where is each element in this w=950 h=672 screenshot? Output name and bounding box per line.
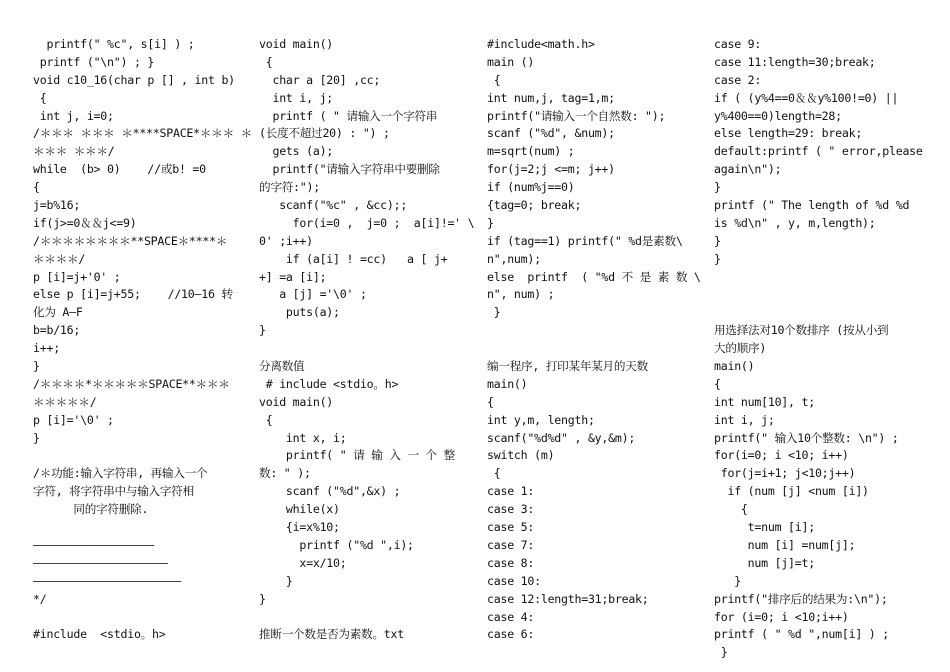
code-line: —————————————————————— bbox=[33, 573, 182, 588]
code-line: case 1: bbox=[487, 484, 535, 499]
code-line: int num[10], t; bbox=[714, 394, 815, 409]
code-line: { bbox=[33, 180, 40, 195]
code-line: printf ("\n") ; } bbox=[33, 54, 155, 69]
code-line: int y,m, length; bbox=[487, 412, 595, 427]
code-line: 的字符:"); bbox=[259, 180, 320, 195]
code-line: } bbox=[259, 573, 293, 588]
code-line: printf (" The length of %d %d bbox=[714, 198, 910, 213]
code-line: +] =a [i]; bbox=[259, 269, 327, 284]
code-line: /＊功能:输入字符串, 再输入一个 bbox=[33, 466, 208, 481]
code-line: case 3: bbox=[487, 502, 535, 517]
code-line: num [j]=t; bbox=[714, 555, 815, 570]
code-line: for(i=0; i <10; i++) bbox=[714, 448, 849, 463]
code-line: i++; bbox=[33, 341, 60, 356]
code-line: } bbox=[487, 215, 494, 230]
code-line: n",num); bbox=[487, 251, 541, 266]
code-line: for(i=0 , j=0 ; a[i]!=' \ bbox=[259, 215, 475, 230]
code-line: void c10_16(char p [] , int b) bbox=[33, 72, 235, 87]
code-line: 0' ;i++) bbox=[259, 233, 313, 248]
code-line: } bbox=[259, 591, 266, 606]
code-line bbox=[33, 609, 252, 627]
code-line: printf("请输入字符串中要删除 bbox=[259, 162, 440, 177]
text-column-2 bbox=[259, 36, 474, 644]
code-line: printf(" %c", s[i] ) ; bbox=[33, 37, 195, 51]
code-line: ＊＊＊＊/ bbox=[33, 251, 86, 266]
code-line: a [j] ='\0' ; bbox=[259, 287, 367, 302]
code-line: 用选择法对10个数排序 (按从小到 bbox=[714, 323, 889, 338]
code-line: gets (a); bbox=[259, 144, 334, 159]
code-line: { bbox=[33, 90, 47, 105]
code-line: case 5: bbox=[487, 520, 535, 535]
code-line bbox=[714, 304, 923, 322]
code-line: —————————————————— bbox=[33, 537, 155, 552]
code-line: } bbox=[714, 645, 728, 660]
code-line: printf ( " 请输入一个字符串 bbox=[259, 108, 438, 123]
code-line: 字符, 将字符串中与输入字符相 bbox=[33, 484, 194, 499]
code-line: /＊＊＊ ＊＊＊ ＊****SPACE*＊＊＊ ＊ bbox=[33, 126, 253, 141]
code-line: case 10: bbox=[487, 573, 541, 588]
code-line: if (num [j] <num [i]) bbox=[714, 484, 869, 499]
code-line bbox=[259, 340, 474, 358]
code-line: 同的字符删除. bbox=[33, 502, 149, 517]
code-line: scanf ("%d",&x) ; bbox=[259, 484, 401, 499]
code-line: int i, j; bbox=[259, 90, 334, 105]
code-line: p [i]='\0' ; bbox=[33, 412, 114, 427]
code-line: } bbox=[714, 233, 721, 248]
code-line: case 6: bbox=[487, 627, 535, 642]
code-line: 编一程序, 打印某年某月的天数 bbox=[487, 359, 648, 374]
code-line: {tag=0; break; bbox=[487, 198, 582, 213]
code-line: while(x) bbox=[259, 502, 340, 517]
code-line: 化为 A—F bbox=[33, 305, 83, 320]
code-line: if ( (y%4==0＆＆y%100!=0) || bbox=[714, 90, 899, 105]
code-line: /＊＊＊＊*＊＊＊＊＊SPACE**＊＊＊ bbox=[33, 376, 230, 391]
code-line: char a [20] ,cc; bbox=[259, 72, 381, 87]
code-line: ＊＊＊ ＊＊＊/ bbox=[33, 144, 115, 159]
code-line: { bbox=[487, 394, 494, 409]
code-line: void main() bbox=[259, 37, 334, 51]
code-line: p [i]=j+'0' ; bbox=[33, 269, 121, 284]
code-line: case 9: bbox=[714, 37, 762, 51]
code-line: {i=x%10; bbox=[259, 520, 340, 535]
code-line: main() bbox=[487, 376, 528, 391]
code-line bbox=[714, 286, 923, 304]
code-line: case 2: bbox=[714, 72, 762, 87]
code-line: 大的顺序) bbox=[714, 341, 767, 356]
code-line bbox=[33, 447, 252, 465]
code-line: main () bbox=[487, 54, 535, 69]
code-line: (长度不超过20) : ") ; bbox=[259, 126, 390, 141]
code-line: printf(" 输入10个整数: \n") ; bbox=[714, 430, 899, 445]
code-line: else p [i]=j+55; //10—16 转 bbox=[33, 287, 233, 302]
code-line: int i, j; bbox=[714, 412, 775, 427]
code-line: main() bbox=[714, 359, 755, 374]
code-line: printf("请输入一个自然数: "); bbox=[487, 108, 666, 123]
code-line: case 12:length=31;break; bbox=[487, 591, 649, 606]
code-line: puts(a); bbox=[259, 305, 340, 320]
code-line: case 11:length=30;break; bbox=[714, 54, 876, 69]
code-line bbox=[259, 609, 474, 627]
code-line: for(j=i+1; j<10;j++) bbox=[714, 466, 856, 481]
code-line: if (num%j==0) bbox=[487, 180, 575, 195]
code-line: n", num) ; bbox=[487, 287, 555, 302]
code-line: else length=29: break; bbox=[714, 126, 863, 141]
code-line: ＊＊＊＊＊/ bbox=[33, 394, 97, 409]
code-line: j=b%16; bbox=[33, 198, 81, 213]
code-line: again\n"); bbox=[714, 162, 782, 177]
code-line: if (tag==1) printf(" %d是素数\ bbox=[487, 233, 683, 248]
code-line: case 7: bbox=[487, 537, 535, 552]
code-line: y%400==0)length=28; bbox=[714, 108, 842, 123]
code-line: { bbox=[259, 412, 273, 427]
code-line: { bbox=[259, 54, 273, 69]
code-line: printf("排序后的结果为:\n"); bbox=[714, 591, 888, 606]
code-line: case 4: bbox=[487, 609, 535, 624]
code-line: 推断一个数是否为素数。txt bbox=[259, 627, 404, 642]
code-line: is %d\n" , y, m,length); bbox=[714, 215, 876, 230]
code-line: void main() bbox=[259, 394, 334, 409]
code-line: printf ("%d ",i); bbox=[259, 537, 414, 552]
code-line: */ bbox=[33, 591, 47, 606]
code-line bbox=[714, 269, 923, 287]
code-line: { bbox=[487, 466, 501, 481]
code-line: printf ( " %d ",num[i] ) ; bbox=[714, 627, 889, 642]
code-line: } bbox=[714, 251, 721, 266]
code-line: int num,j, tag=1,m; bbox=[487, 90, 615, 105]
code-line: for (i=0; i <10;i++) bbox=[714, 609, 849, 624]
code-line: x=x/10; bbox=[259, 555, 347, 570]
code-line: default:printf ( " error,please bbox=[714, 144, 923, 159]
code-line bbox=[487, 322, 701, 340]
code-line: else printf ( "%d 不 是 素 数 \ bbox=[487, 269, 701, 284]
code-line: 分离数值 bbox=[259, 359, 305, 374]
code-line: # include <stdio。h> bbox=[259, 376, 399, 391]
code-line: for(j=2;j <=m; j++) bbox=[487, 162, 615, 177]
code-line: int j, i=0; bbox=[33, 108, 114, 123]
code-line: switch (m) bbox=[487, 448, 555, 463]
code-line: #include<math.h> bbox=[487, 37, 595, 51]
code-line: num [i] =num[j]; bbox=[714, 537, 856, 552]
code-line: m=sqrt(num) ; bbox=[487, 144, 575, 159]
code-line bbox=[33, 519, 252, 537]
code-line: if(j>=0＆＆j<=9) bbox=[33, 215, 137, 230]
code-line bbox=[487, 340, 701, 358]
code-line: { bbox=[487, 72, 501, 87]
code-line: printf( " 请 输 入 一 个 整 bbox=[259, 448, 455, 463]
code-line: { bbox=[714, 376, 721, 391]
code-line: ———————————————————— bbox=[33, 555, 168, 570]
code-line: while (b> 0) //或b! =0 bbox=[33, 162, 206, 177]
code-line: } bbox=[259, 323, 266, 338]
code-line: #include <stdio。h> bbox=[33, 627, 166, 642]
code-line: { bbox=[714, 502, 748, 517]
code-line: /＊＊＊＊＊＊＊＊**SPACE＊****＊ bbox=[33, 233, 228, 248]
code-line: } bbox=[33, 359, 40, 374]
code-line: scanf("%d%d" , &y,&m); bbox=[487, 430, 636, 445]
code-line: 数: " ); bbox=[259, 466, 311, 481]
code-line: } bbox=[714, 180, 721, 195]
code-line: scanf ("%d", &num); bbox=[487, 126, 615, 141]
code-line: case 8: bbox=[487, 555, 535, 570]
code-line: if (a[i] ! =cc) a [ j+ bbox=[259, 251, 448, 266]
text-column-4 bbox=[714, 36, 923, 662]
code-line: scanf("%c" , &cc);; bbox=[259, 198, 408, 213]
text-column-1 bbox=[33, 36, 252, 644]
code-line: b=b/16; bbox=[33, 323, 81, 338]
code-line: t=num [i]; bbox=[714, 520, 815, 535]
code-line: } bbox=[487, 305, 501, 320]
text-column-3 bbox=[487, 36, 701, 644]
code-line: } bbox=[714, 573, 741, 588]
code-line: } bbox=[33, 430, 40, 445]
code-line: int x, i; bbox=[259, 430, 347, 445]
